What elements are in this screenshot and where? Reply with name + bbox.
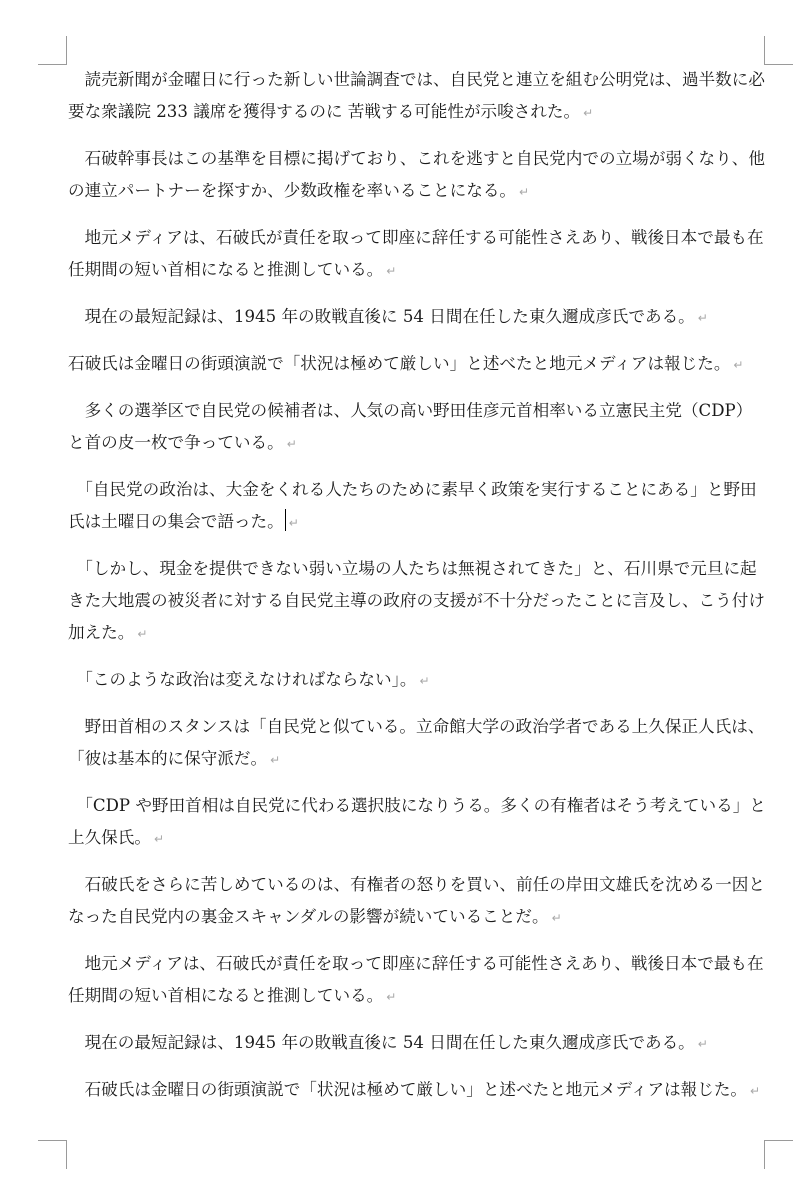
margin-corner-bottom-left — [38, 1140, 67, 1169]
paragraph-mark-icon: ↵ — [697, 1037, 708, 1051]
paragraph-mark-icon: ↵ — [386, 264, 397, 278]
margin-corner-top-left — [38, 36, 67, 65]
margin-corner-bottom-right — [764, 1140, 793, 1169]
paragraph-mark-icon: ↵ — [750, 1084, 761, 1098]
paragraph-text: 現在の最短記録は、1945 年の敗戦直後に 54 日間在任した東久邇成彦氏である。 — [68, 307, 695, 326]
paragraph-13[interactable] — [68, 948, 766, 1013]
paragraph-mark-icon: ↵ — [733, 358, 744, 372]
paragraph-text: 「しかし、現金を提供できない弱い立場の人たちは無視されてきた」と、石川県で元旦に起きた大地震の被災者に対する自民党主導の政府の支援が不十分だったことに言及し、こう付け加えた。 — [68, 559, 765, 642]
paragraph-4[interactable] — [68, 301, 766, 334]
paragraph-6[interactable] — [68, 395, 766, 460]
document-body[interactable] — [68, 64, 766, 1121]
paragraph-text: 「自民党の政治は、大金をくれる人たちのために素早く政策を実行することにある」と野田氏は土曜日の集会で語った。 — [68, 480, 757, 531]
paragraph-text: 石破氏をさらに苦しめているのは、有権者の怒りを買い、前任の岸田文雄氏を沈める一因となった自民党内の裏金スキャンダルの影響が続いていることだ。 — [68, 875, 765, 926]
paragraph-9[interactable] — [68, 664, 766, 697]
paragraph-1[interactable] — [68, 64, 766, 129]
text-cursor — [285, 509, 286, 531]
paragraph-text: 現在の最短記録は、1945 年の敗戦直後に 54 日間在任した東久邇成彦氏である。 — [68, 1033, 695, 1052]
paragraph-text: 野田首相のスタンスは「自民党と似ている。立命館大学の政治学者である上久保正人氏は、「彼は基本的に保守派だ。 — [68, 717, 765, 768]
paragraph-mark-icon: ↵ — [153, 832, 165, 846]
paragraph-15[interactable] — [68, 1074, 766, 1107]
paragraph-11[interactable] — [68, 790, 766, 855]
paragraph-text: 多くの選挙区で自民党の候補者は、人気の高い野田佳彦元首相率いる立憲民主党（CDP）と首の皮一枚で争っている。 — [68, 401, 753, 452]
paragraph-mark-icon: ↵ — [270, 753, 281, 767]
paragraph-10[interactable] — [68, 711, 766, 776]
paragraph-text: 「このような政治は変えなければならない」。 — [68, 670, 417, 689]
paragraph-mark-icon: ↵ — [137, 627, 148, 641]
paragraph-12[interactable] — [68, 869, 766, 934]
paragraph-mark-icon: ↵ — [419, 674, 430, 688]
paragraph-7[interactable] — [68, 474, 766, 539]
paragraph-text: 「CDP や野田首相は自民党に代わる選択肢になりうる。多くの有権者はそう考えている」と上久保氏。 — [68, 796, 766, 847]
paragraph-text: 読売新聞が金曜日に行った新しい世論調査では、自民党と連立を組む公明党は、過半数に必要な衆議院 233 議席を獲得するのに 苦戦する可能性が示唆された。 — [68, 70, 765, 121]
paragraph-mark-icon: ↵ — [286, 437, 297, 451]
paragraph-mark-icon: ↵ — [551, 911, 562, 925]
margin-corner-top-right — [764, 36, 793, 65]
paragraph-text: 地元メディアは、石破氏が責任を取って即座に辞任する可能性さえあり、戦後日本で最も在任期間の短い首相になると推測している。 — [68, 228, 764, 279]
paragraph-3[interactable] — [68, 222, 766, 287]
paragraph-5[interactable] — [68, 348, 766, 381]
paragraph-mark-icon: ↵ — [697, 311, 708, 325]
paragraph-14[interactable] — [68, 1027, 766, 1060]
paragraph-text: 石破幹事長はこの基準を目標に掲げており、これを逃すと自民党内での立場が弱くなり、他の連立パートナーを探すか、少数政権を率いることになる。 — [68, 149, 765, 200]
paragraph-text: 地元メディアは、石破氏が責任を取って即座に辞任する可能性さえあり、戦後日本で最も在任期間の短い首相になると推測している。 — [68, 954, 764, 1005]
paragraph-2[interactable] — [68, 143, 766, 208]
paragraph-mark-icon: ↵ — [288, 516, 299, 530]
paragraph-text: 石破氏は金曜日の街頭演説で「状況は極めて厳しい」と述べたと地元メディアは報じた。 — [68, 354, 731, 373]
paragraph-mark-icon: ↵ — [583, 106, 594, 120]
paragraph-8[interactable] — [68, 553, 766, 650]
paragraph-mark-icon: ↵ — [519, 185, 530, 199]
paragraph-mark-icon: ↵ — [386, 990, 397, 1004]
paragraph-text: 石破氏は金曜日の街頭演説で「状況は極めて厳しい」と述べたと地元メディアは報じた。 — [68, 1080, 748, 1099]
